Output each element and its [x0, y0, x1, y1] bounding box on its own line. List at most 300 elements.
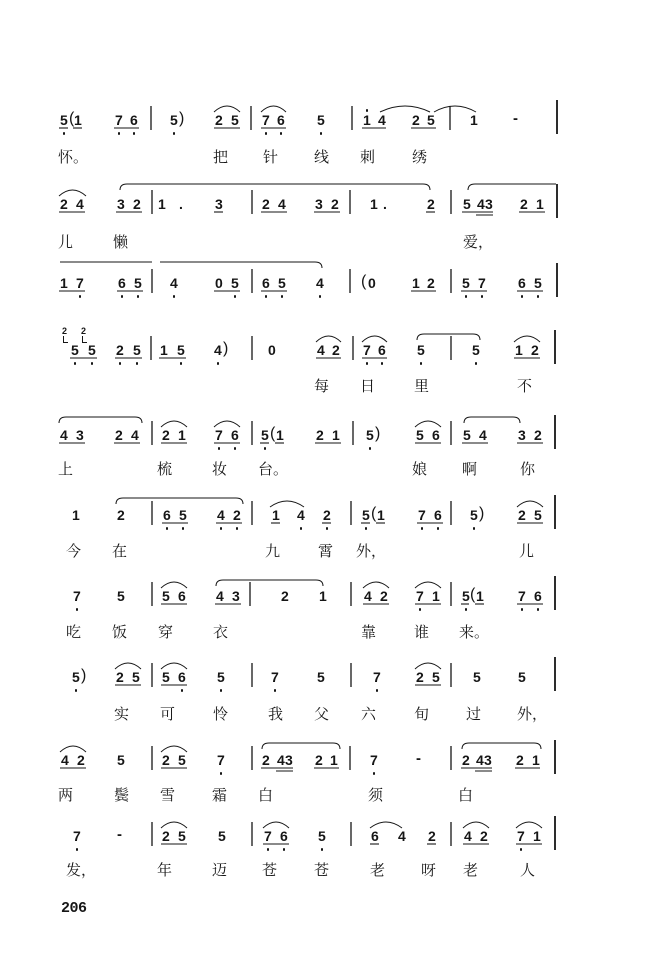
- lyric-char: 老: [463, 861, 479, 879]
- low-octave-dot: [217, 362, 220, 365]
- lyric-char: 年: [157, 861, 173, 879]
- lyric-char: 台。: [258, 460, 289, 478]
- note: 5: [362, 507, 370, 523]
- low-octave-dot: [173, 295, 176, 298]
- note: 2: [60, 196, 68, 212]
- slur-line: [160, 262, 322, 268]
- lyric-char: 霄: [318, 542, 334, 560]
- note: 1: [476, 588, 484, 604]
- lyric-char: 发，: [66, 861, 97, 879]
- low-octave-dot: [220, 772, 223, 775]
- note: 6: [163, 507, 171, 523]
- note: 7: [478, 275, 486, 291]
- lyric-char: 老: [370, 861, 386, 879]
- note: 5: [117, 752, 125, 768]
- lyric-char: 爱，: [463, 233, 494, 251]
- low-octave-dot: [521, 608, 524, 611]
- lyric-char: 霜: [212, 786, 228, 804]
- low-octave-dot: [79, 295, 82, 298]
- note: 5: [463, 196, 471, 212]
- low-octave-dot: [376, 689, 379, 692]
- low-octave-dot: [465, 608, 468, 611]
- low-octave-dot: [182, 527, 185, 530]
- lyric-char: 上: [58, 460, 74, 478]
- note: 5: [463, 427, 471, 443]
- note: 7: [217, 752, 225, 768]
- low-octave-dot: [220, 527, 223, 530]
- lyric-char: 实: [114, 705, 130, 723]
- note: 2: [331, 196, 339, 212]
- lyric-char: 你: [520, 460, 536, 478]
- note: 6: [518, 275, 526, 291]
- note: 5: [132, 669, 140, 685]
- note: 2: [332, 342, 340, 358]
- lyric-char: 苍: [262, 861, 278, 879]
- note: 7: [271, 669, 279, 685]
- note: 4: [316, 275, 324, 291]
- lyric-char: 六: [361, 705, 377, 723]
- grace-note: 2: [81, 326, 87, 336]
- close-parenthesis: ): [179, 110, 185, 127]
- note: 2: [133, 196, 141, 212]
- lyric-char: 两: [58, 786, 74, 804]
- note: 5: [231, 112, 239, 128]
- note: 2: [427, 275, 435, 291]
- note: 5: [366, 427, 374, 443]
- note: 2: [116, 669, 124, 685]
- low-octave-dot: [366, 362, 369, 365]
- lyric-char: 线: [314, 148, 330, 166]
- note: 7: [115, 112, 123, 128]
- note: 1: [319, 588, 327, 604]
- lyric-char: 雪: [160, 786, 176, 804]
- open-parenthesis: (: [69, 110, 75, 127]
- note: 6: [280, 828, 288, 844]
- slur-line: [417, 334, 480, 340]
- note: 5: [470, 507, 478, 523]
- note: 7: [518, 588, 526, 604]
- note: 5: [60, 112, 68, 128]
- lyric-char: 每: [314, 377, 330, 395]
- note: 1: [536, 196, 544, 212]
- low-octave-dot: [136, 362, 139, 365]
- note: 4: [216, 588, 224, 604]
- low-octave-dot: [137, 295, 140, 298]
- note: 7: [363, 342, 371, 358]
- note: 2: [77, 752, 85, 768]
- note: 7: [416, 588, 424, 604]
- note: 7: [517, 828, 525, 844]
- note: 4: [60, 427, 68, 443]
- lyric-char: 懒: [113, 233, 129, 251]
- lyric-char: 穿: [158, 623, 174, 641]
- note: 2: [262, 196, 270, 212]
- note: 2: [162, 828, 170, 844]
- lyric-char: 绣: [412, 148, 428, 166]
- low-octave-dot: [481, 295, 484, 298]
- slur-line: [462, 743, 541, 749]
- low-octave-dot: [475, 362, 478, 365]
- note: 4: [464, 828, 472, 844]
- note: 4: [398, 828, 406, 844]
- note: 5: [218, 828, 226, 844]
- low-octave-dot: [283, 848, 286, 851]
- low-octave-dot: [63, 132, 66, 135]
- note: 6: [277, 112, 285, 128]
- note: 4: [277, 752, 285, 768]
- note: 3: [484, 752, 492, 768]
- note: 6: [231, 427, 239, 443]
- low-octave-dot: [121, 295, 124, 298]
- lyric-char: 谁: [414, 623, 430, 641]
- low-octave-dot: [220, 689, 223, 692]
- note: 5: [534, 275, 542, 291]
- note: 1: [515, 342, 523, 358]
- extension-dash: -: [117, 826, 122, 843]
- lyric-char: 今: [66, 542, 82, 560]
- lyric-char: 把: [213, 148, 229, 166]
- note: 5: [534, 507, 542, 523]
- note: 5: [473, 669, 481, 685]
- note: 2: [416, 669, 424, 685]
- lyric-char: 呀: [421, 861, 437, 879]
- note: 4: [131, 427, 139, 443]
- note: 5: [518, 669, 526, 685]
- note: 2: [480, 828, 488, 844]
- slur-line: [120, 184, 430, 190]
- note: 6: [178, 588, 186, 604]
- note: 4: [479, 427, 487, 443]
- note: 5: [317, 669, 325, 685]
- note: 7: [215, 427, 223, 443]
- note: 2: [316, 427, 324, 443]
- low-octave-dot: [265, 132, 268, 135]
- close-parenthesis: ): [375, 425, 381, 442]
- low-octave-dot: [300, 527, 303, 530]
- open-parenthesis: (: [371, 505, 377, 522]
- low-octave-dot: [419, 608, 422, 611]
- note: 5: [417, 342, 425, 358]
- note: 1: [470, 112, 478, 128]
- note: 6: [130, 112, 138, 128]
- low-octave-dot: [537, 295, 540, 298]
- note: 2: [380, 588, 388, 604]
- lyric-char: 靠: [361, 623, 377, 641]
- augmentation-dot: .: [383, 196, 387, 212]
- lyric-char: 饭: [112, 623, 128, 641]
- lyric-char: 迈: [212, 861, 228, 879]
- lyric-char: 娘: [412, 460, 428, 478]
- grace-note: 2: [62, 326, 68, 336]
- lyric-char: 啊: [462, 460, 478, 478]
- note: 5: [416, 427, 424, 443]
- note: 4: [317, 342, 325, 358]
- low-octave-dot: [520, 848, 523, 851]
- note: 5: [278, 275, 286, 291]
- low-octave-dot: [473, 527, 476, 530]
- note: 3: [117, 196, 125, 212]
- low-octave-dot: [437, 527, 440, 530]
- note: 2: [462, 752, 470, 768]
- lyric-char: 可: [160, 705, 176, 723]
- note: 5: [133, 342, 141, 358]
- lyric-char: 儿: [519, 542, 535, 560]
- note: 5: [177, 342, 185, 358]
- low-octave-dot: [218, 447, 221, 450]
- lyric-char: 白: [258, 786, 274, 804]
- note: 2: [281, 588, 289, 604]
- note: 4: [364, 588, 372, 604]
- note: 1: [533, 828, 541, 844]
- lyric-char: 梳: [157, 460, 173, 478]
- slur-line: [59, 417, 142, 423]
- slur-line: [468, 184, 556, 190]
- note: 4: [378, 112, 386, 128]
- note: 4: [217, 507, 225, 523]
- low-octave-dot: [321, 848, 324, 851]
- close-parenthesis: ): [81, 667, 87, 684]
- low-octave-dot: [181, 689, 184, 692]
- low-octave-dot: [281, 295, 284, 298]
- note: 4: [476, 752, 484, 768]
- lyric-char: 吃: [66, 623, 82, 641]
- tie-arc: [380, 106, 430, 112]
- note: 6: [432, 427, 440, 443]
- note: 5: [318, 828, 326, 844]
- open-parenthesis: (: [270, 425, 276, 442]
- note: 5: [217, 669, 225, 685]
- note: 1: [330, 752, 338, 768]
- note: 4: [278, 196, 286, 212]
- lyric-char: 针: [263, 148, 279, 166]
- note: 2: [520, 196, 528, 212]
- note: 4: [214, 342, 222, 358]
- lyric-char: 不: [517, 377, 533, 395]
- note: 2: [428, 828, 436, 844]
- close-parenthesis: ): [479, 505, 485, 522]
- low-octave-dot: [133, 132, 136, 135]
- note: 2: [412, 112, 420, 128]
- note: 2: [427, 196, 435, 212]
- slur-line: [216, 580, 323, 586]
- note: 5: [134, 275, 142, 291]
- lyric-char: 妆: [212, 460, 228, 478]
- note: 0: [215, 275, 223, 291]
- note: 4: [61, 752, 69, 768]
- low-octave-dot: [265, 295, 268, 298]
- low-octave-dot: [91, 362, 94, 365]
- lyric-char: 我: [268, 705, 284, 723]
- low-octave-dot: [180, 362, 183, 365]
- low-octave-dot: [234, 295, 237, 298]
- note: 4: [477, 196, 485, 212]
- lyric-char: 过: [466, 705, 482, 723]
- low-octave-dot: [365, 527, 368, 530]
- grace-hook-icon: [63, 336, 68, 343]
- note: 3: [215, 196, 223, 212]
- note: 2: [323, 507, 331, 523]
- note: 5: [72, 669, 80, 685]
- low-octave-dot: [381, 362, 384, 365]
- lyric-char: 旬: [414, 705, 430, 723]
- note: 5: [427, 112, 435, 128]
- low-octave-dot: [373, 772, 376, 775]
- note: 1: [272, 507, 280, 523]
- note: 2: [162, 752, 170, 768]
- note: 7: [262, 112, 270, 128]
- note: 5: [462, 588, 470, 604]
- note: 5: [231, 275, 239, 291]
- note: 5: [162, 588, 170, 604]
- note: 1: [363, 112, 371, 128]
- note: 1: [332, 427, 340, 443]
- note: 1: [158, 196, 166, 212]
- augmentation-dot: .: [179, 196, 183, 212]
- lyric-char: 怜: [213, 705, 229, 723]
- note: 1: [72, 507, 80, 523]
- lyric-char: 鬓: [114, 786, 130, 804]
- note: 4: [170, 275, 178, 291]
- note: 2: [116, 342, 124, 358]
- low-octave-dot: [75, 689, 78, 692]
- note: 1: [377, 507, 385, 523]
- low-octave-dot: [76, 848, 79, 851]
- note: 3: [76, 427, 84, 443]
- note: 7: [370, 752, 378, 768]
- low-octave-dot: [280, 132, 283, 135]
- page-number: 206: [61, 900, 87, 917]
- low-octave-dot: [119, 362, 122, 365]
- close-parenthesis: ): [223, 340, 229, 357]
- note: 2: [534, 427, 542, 443]
- slur-line: [116, 498, 243, 504]
- slur-line: [464, 417, 520, 423]
- lyric-char: 须: [368, 786, 384, 804]
- lyric-char: 衣: [213, 623, 229, 641]
- note: 0: [368, 275, 376, 291]
- note: 5: [179, 507, 187, 523]
- low-octave-dot: [234, 447, 237, 450]
- open-parenthesis: (: [361, 273, 367, 290]
- note: 7: [76, 275, 84, 291]
- note: 7: [373, 669, 381, 685]
- note: 5: [88, 342, 96, 358]
- note: 7: [73, 588, 81, 604]
- lyric-char: 怀。: [58, 148, 89, 166]
- low-octave-dot: [320, 132, 323, 135]
- open-parenthesis: (: [470, 586, 476, 603]
- lyric-char: 儿: [58, 233, 74, 251]
- note: 6: [178, 669, 186, 685]
- note: 4: [76, 196, 84, 212]
- note: 6: [262, 275, 270, 291]
- note: 2: [516, 752, 524, 768]
- note: 1: [160, 342, 168, 358]
- note: 2: [315, 752, 323, 768]
- lyric-char: 人: [520, 861, 536, 879]
- note: 7: [418, 507, 426, 523]
- note: 5: [261, 427, 269, 443]
- note: 5: [71, 342, 79, 358]
- note: 3: [232, 588, 240, 604]
- note: 3: [315, 196, 323, 212]
- note: 6: [534, 588, 542, 604]
- note: 6: [371, 828, 379, 844]
- note: 1: [60, 275, 68, 291]
- note: 1: [412, 275, 420, 291]
- note: 2: [162, 427, 170, 443]
- high-octave-dot: [366, 109, 369, 112]
- lyric-char: 外，: [517, 705, 548, 723]
- note: 3: [285, 752, 293, 768]
- low-octave-dot: [118, 132, 121, 135]
- note: 2: [115, 427, 123, 443]
- low-octave-dot: [236, 527, 239, 530]
- slur-line: [262, 743, 340, 749]
- note: 5: [117, 588, 125, 604]
- note: 2: [215, 112, 223, 128]
- lyric-char: 苍: [314, 861, 330, 879]
- lyric-char: 外，: [356, 542, 387, 560]
- note: 1: [276, 427, 284, 443]
- note: 3: [518, 427, 526, 443]
- low-octave-dot: [76, 608, 79, 611]
- lyric-char: 九: [265, 542, 281, 560]
- note: 5: [178, 752, 186, 768]
- lyric-char: 来。: [459, 623, 490, 641]
- note: 5: [170, 112, 178, 128]
- low-octave-dot: [264, 447, 267, 450]
- low-octave-dot: [421, 527, 424, 530]
- note: 1: [370, 196, 378, 212]
- note: 6: [378, 342, 386, 358]
- low-octave-dot: [465, 295, 468, 298]
- note: 1: [74, 112, 82, 128]
- low-octave-dot: [326, 527, 329, 530]
- low-octave-dot: [420, 362, 423, 365]
- lyric-char: 里: [414, 377, 430, 395]
- low-octave-dot: [369, 447, 372, 450]
- note: 2: [262, 752, 270, 768]
- note: 5: [432, 669, 440, 685]
- note: 0: [268, 342, 276, 358]
- note: 2: [117, 507, 125, 523]
- note: 6: [434, 507, 442, 523]
- lyric-char: 日: [360, 377, 376, 395]
- lyric-char: 在: [112, 542, 128, 560]
- note: 1: [432, 588, 440, 604]
- low-octave-dot: [521, 295, 524, 298]
- note: 5: [317, 112, 325, 128]
- note: 5: [178, 828, 186, 844]
- lyric-char: 刺: [360, 148, 376, 166]
- low-octave-dot: [319, 295, 322, 298]
- grace-hook-icon: [82, 336, 87, 343]
- extension-dash: -: [416, 750, 421, 767]
- lyric-char: 父: [314, 705, 330, 723]
- note: 4: [297, 507, 305, 523]
- note: 1: [532, 752, 540, 768]
- note: 7: [264, 828, 272, 844]
- note: 5: [462, 275, 470, 291]
- extension-dash: -: [513, 110, 518, 127]
- low-octave-dot: [173, 132, 176, 135]
- note: 6: [118, 275, 126, 291]
- note: 5: [162, 669, 170, 685]
- low-octave-dot: [74, 362, 77, 365]
- low-octave-dot: [274, 689, 277, 692]
- low-octave-dot: [166, 527, 169, 530]
